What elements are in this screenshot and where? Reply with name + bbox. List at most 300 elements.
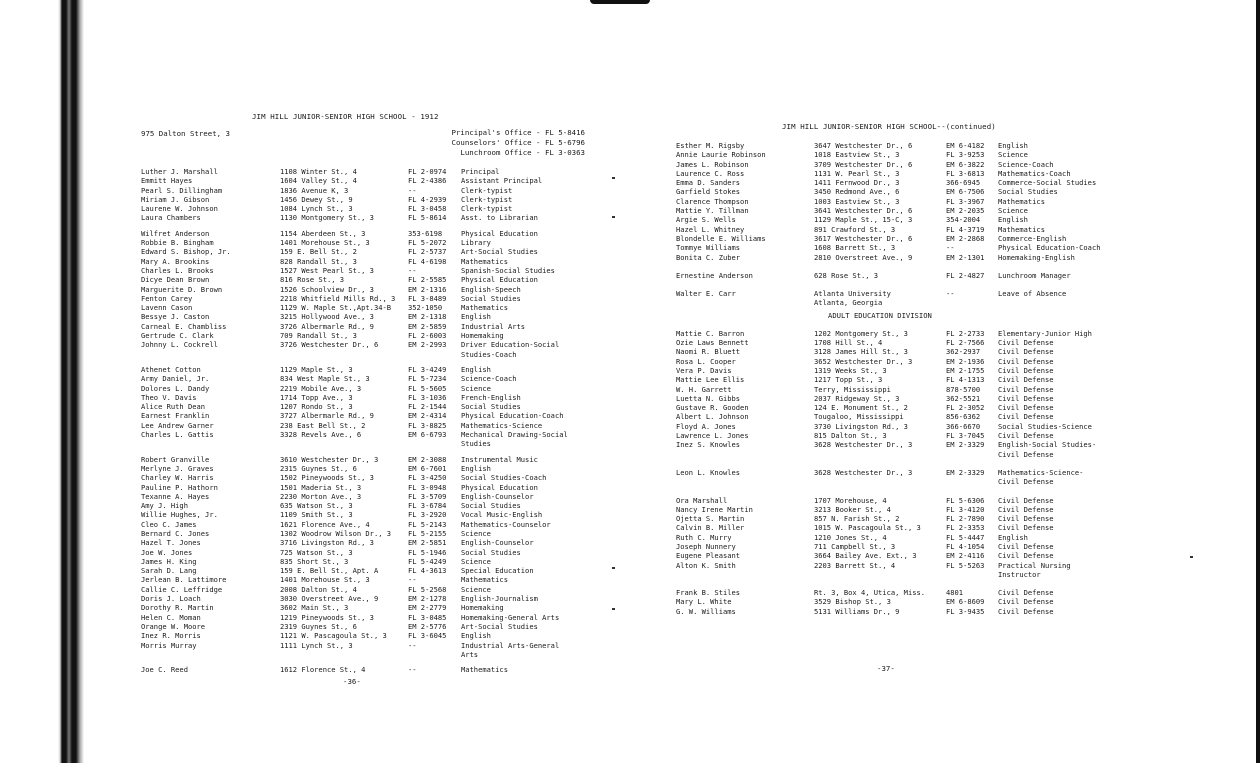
- staff-name: Clarence Thompson: [676, 196, 749, 206]
- subject: Practical Nursing: [998, 560, 1071, 570]
- subject: Civil Defense: [998, 523, 1054, 533]
- staff-name: Lavenn Cason: [141, 303, 193, 313]
- phone: FL 4-2939: [408, 194, 447, 204]
- staff-name: Charles L. Gattis: [141, 430, 214, 440]
- staff-address: 1003 Eastview St., 3: [814, 196, 900, 206]
- subject: Civil Defense: [998, 597, 1054, 607]
- phone: FL 5-4447: [946, 532, 985, 542]
- phone: EM 2-1936: [946, 356, 985, 366]
- subject: Civil Defense: [998, 541, 1054, 551]
- phone: EM 2-4314: [408, 411, 447, 421]
- staff-name: Laura Chambers: [141, 213, 201, 223]
- staff-row: [141, 455, 601, 464]
- subject: Mechanical Drawing-Social: [461, 430, 568, 440]
- staff-name: Jerlean B. Lattimore: [141, 575, 227, 585]
- subject: [998, 298, 1138, 307]
- staff-name: Amy J. High: [141, 501, 188, 511]
- staff-row: [141, 350, 601, 359]
- phone: FL 4-3613: [408, 566, 447, 576]
- staff-row: [141, 402, 601, 411]
- staff-row: [676, 187, 1136, 196]
- scan-speck: [1190, 556, 1193, 558]
- phone: EM 2-2035: [946, 206, 985, 216]
- subject: Civil Defense: [998, 495, 1054, 505]
- staff-row: [676, 477, 1136, 486]
- staff-row: [141, 641, 601, 650]
- phone: FL 4-3719: [946, 224, 985, 234]
- staff-address: 1129 Maple St., 15-C, 3: [814, 215, 913, 225]
- staff-row: [676, 338, 1136, 347]
- staff-name: Marguerite D. Brown: [141, 284, 223, 294]
- group-spacer: [676, 459, 1136, 468]
- phone: [408, 350, 461, 359]
- subject: Mathematics-Counselor: [461, 519, 551, 529]
- phone: 4801: [946, 588, 964, 598]
- subject: Social Studies: [461, 501, 521, 511]
- staff-name: Naomi R. Bluett: [676, 347, 741, 357]
- staff-address: 3030 Overstreet Ave., 9: [280, 594, 379, 604]
- staff-row: [141, 176, 601, 185]
- staff-row: [141, 275, 601, 284]
- staff-address: 1612 Florence St., 4: [280, 665, 366, 675]
- staff-address: [280, 650, 408, 659]
- staff-row: [676, 514, 1136, 523]
- subject: Civil Defense: [998, 431, 1054, 441]
- staff-address: 1456 Dewey St., 9: [280, 194, 353, 204]
- staff-row: [676, 329, 1136, 338]
- staff-name: Lee Andrew Garner: [141, 420, 214, 430]
- subject: Civil Defense: [998, 588, 1054, 598]
- subject: Mathematics: [998, 224, 1045, 234]
- counselors-office-line: Counselors' Office - FL 5-6796: [451, 138, 585, 147]
- phone: 878-5700: [946, 384, 981, 394]
- scan-speck: [612, 567, 615, 569]
- staff-address: 891 Crawford St., 3: [814, 224, 896, 234]
- staff-name: [676, 298, 814, 307]
- staff-row: [676, 225, 1136, 234]
- subject: Asst. to Librarian: [461, 213, 538, 223]
- staff-address: [814, 570, 946, 579]
- phone: FL 2-2733: [946, 328, 985, 338]
- staff-address: 1129 Maple St., 3: [280, 364, 353, 374]
- binding-shadow-left: [0, 0, 84, 763]
- staff-name: Joe W. Jones: [141, 547, 193, 557]
- staff-address: 3213 Booker St., 4: [814, 504, 891, 514]
- staff-row: [676, 150, 1136, 159]
- staff-address: 1111 Lynch St., 3: [280, 640, 353, 650]
- page-title: JIM HILL JUNIOR-SENIOR HIGH SCHOOL - 1912: [252, 112, 439, 121]
- phone: FL 2-7566: [946, 338, 985, 348]
- staff-address: 124 E. Monument St., 2: [814, 403, 908, 413]
- staff-row: [141, 492, 601, 501]
- group-spacer: [676, 579, 1136, 588]
- staff-row: [141, 340, 601, 349]
- subject: English-Social Studies-: [998, 440, 1097, 450]
- staff-address: 3215 Hollywood Ave., 3: [280, 312, 374, 322]
- phone: FL 3-8489: [408, 293, 447, 303]
- staff-name: Morris Murray: [141, 640, 197, 650]
- phone: FL 2-3052: [946, 403, 985, 413]
- phone: 352-1050: [408, 303, 443, 313]
- phone: FL 2-1544: [408, 402, 447, 412]
- subject: Industrial Arts: [461, 321, 526, 331]
- staff-name: Ozie Laws Bennett: [676, 338, 749, 348]
- staff-address: 3529 Bishop St., 3: [814, 597, 891, 607]
- staff-row: [141, 510, 601, 519]
- phone: EM 2-2868: [946, 233, 985, 243]
- staff-address: 1401 Morehouse St., 3: [280, 238, 370, 248]
- staff-name: Alton K. Smith: [676, 560, 736, 570]
- subject: Assistant Principal: [461, 176, 543, 186]
- subject: Studies: [461, 439, 491, 449]
- staff-row: [141, 195, 601, 204]
- phone: FL 2-3353: [946, 523, 985, 533]
- staff-name: Doris J. Loach: [141, 594, 201, 604]
- phone: EM 6-6793: [408, 430, 447, 440]
- phone: FL 5-5263: [946, 560, 985, 570]
- staff-row: [141, 520, 601, 529]
- phone: FL 2-7890: [946, 514, 985, 524]
- phone: EM 2-5851: [408, 538, 447, 548]
- staff-name: Theo V. Davis: [141, 392, 197, 402]
- staff-name: Orange W. Moore: [141, 621, 206, 631]
- staff-address: Tougaloo, Mississippi: [814, 412, 904, 422]
- phone: EM 2-3329: [946, 467, 985, 477]
- phone: [946, 298, 998, 307]
- staff-row: [676, 505, 1136, 514]
- staff-address: [280, 350, 408, 359]
- staff-row: [141, 464, 601, 473]
- staff-row: [141, 285, 601, 294]
- staff-address: 2219 Mobile Ave., 3: [280, 383, 362, 393]
- staff-address: 628 Rose St., 3: [814, 270, 879, 280]
- subject: Physical Education: [461, 275, 538, 285]
- phone: 362-2937: [946, 347, 981, 357]
- staff-address: 834 West Maple St., 3: [280, 374, 370, 384]
- subject: Instructor: [998, 569, 1041, 579]
- staff-name: [141, 650, 280, 659]
- staff-name: Mattie Lee Ellis: [676, 375, 745, 385]
- subject: Civil Defense: [998, 375, 1054, 385]
- staff-name: Inez S. Knowles: [676, 440, 741, 450]
- subject: English: [461, 463, 491, 473]
- staff-row: [676, 607, 1136, 616]
- phone: FL 3-0948: [408, 482, 447, 492]
- subject: Homemaking-General Arts: [461, 612, 560, 622]
- staff-address: 1714 Topp Ave., 3: [280, 392, 353, 402]
- staff-name: Fenton Carey: [141, 293, 193, 303]
- subject: Art-Social Studies: [461, 621, 538, 631]
- staff-row: [676, 542, 1136, 551]
- phone: FL 5-7234: [408, 374, 447, 384]
- staff-row: [141, 257, 601, 266]
- staff-name: Argie S. Wells: [676, 215, 736, 225]
- phone: FL 5-2568: [408, 584, 447, 594]
- staff-row: [141, 167, 601, 176]
- staff-row: [141, 566, 601, 575]
- staff-address: 3726 Albermarle Rd., 9: [280, 321, 374, 331]
- phone: --: [946, 243, 955, 253]
- subject: English-Journalism: [461, 594, 538, 604]
- staff-address: 1084 Lynch St., 3: [280, 204, 353, 214]
- staff-row: [676, 160, 1136, 169]
- staff-name: Emma D. Sanders: [676, 178, 741, 188]
- staff-row: [676, 431, 1136, 440]
- staff-address: 1526 Schoolview Dr., 3: [280, 284, 374, 294]
- staff-row: [676, 551, 1136, 560]
- staff-name: Miriam J. Gibson: [141, 194, 210, 204]
- phone: FL 3-9435: [946, 606, 985, 616]
- phone: FL 3-0485: [408, 612, 447, 622]
- staff-address: 2810 Overstreet Ave., 9: [814, 252, 913, 262]
- staff-address: 2319 Guynes St., 6: [280, 621, 357, 631]
- subject: English-Counselor: [461, 538, 534, 548]
- phone: FL 3-4249: [408, 364, 447, 374]
- phone: EM 2-2779: [408, 603, 447, 613]
- staff-name: Laurene W. Johnson: [141, 204, 218, 214]
- staff-row: [676, 298, 1136, 307]
- staff-name: Willie Hughes, Jr.: [141, 510, 218, 520]
- subject: Civil Defense: [998, 477, 1054, 487]
- subject: Science-Coach: [461, 374, 517, 384]
- staff-row: [676, 394, 1136, 403]
- phone: --: [408, 185, 417, 195]
- phone: FL 3-7045: [946, 431, 985, 441]
- staff-address: 3628 Westchester Dr., 3: [814, 467, 913, 477]
- staff-name: Texanne A. Hayes: [141, 491, 210, 501]
- staff-name: James H. King: [141, 556, 197, 566]
- phone: FL 2-4827: [946, 270, 985, 280]
- staff-row: [141, 529, 601, 538]
- staff-name: Luther J. Marshall: [141, 167, 218, 176]
- staff-row: [141, 365, 601, 374]
- staff-name: Merlyne J. Graves: [141, 463, 214, 473]
- phone: EM 2-1318: [408, 312, 447, 322]
- staff-address: 5131 Williams Dr., 9: [814, 606, 900, 616]
- scan-smudge: [590, 0, 650, 4]
- staff-address: 3628 Westchester Dr., 3: [814, 440, 913, 450]
- lunchroom-office-line: Lunchroom Office - FL 3-0363: [460, 148, 585, 157]
- staff-row: [141, 229, 601, 238]
- staff-row: [676, 570, 1136, 579]
- staff-address: 1621 Florence Ave., 4: [280, 519, 370, 529]
- subject: Science: [461, 383, 491, 393]
- staff-row: [141, 384, 601, 393]
- subject: Homemaking: [461, 331, 504, 341]
- staff-row: [676, 385, 1136, 394]
- phone: EM 2-5859: [408, 321, 447, 331]
- scan-speck: [612, 216, 615, 218]
- staff-row: [141, 548, 601, 557]
- subject: English: [998, 215, 1028, 225]
- staff-address: 3450 Redmond Ave., 6: [814, 187, 900, 197]
- office-phones: [452, 128, 586, 158]
- subject: Mathematics: [461, 665, 508, 675]
- staff-row: [141, 483, 601, 492]
- staff-name: Mary L. White: [676, 597, 732, 607]
- staff-name: Robert Granville: [141, 454, 210, 464]
- staff-row: [676, 533, 1136, 542]
- staff-address: 1131 W. Pearl St., 3: [814, 168, 900, 178]
- staff-name: Ora Marshall: [676, 495, 728, 505]
- staff-row: [141, 603, 601, 612]
- phone: FL 5-5605: [408, 383, 447, 393]
- staff-address: 711 Campbell St., 3: [814, 541, 896, 551]
- staff-row: [676, 496, 1136, 505]
- staff-address: 635 Watson St., 3: [280, 501, 353, 511]
- phone: FL 3-6813: [946, 168, 985, 178]
- staff-name: Ojetta S. Martin: [676, 514, 745, 524]
- phone: FL 2-5585: [408, 275, 447, 285]
- staff-row: [141, 575, 601, 584]
- phone: FL 3-6045: [408, 631, 447, 641]
- staff-name: Bernard C. Jones: [141, 528, 210, 538]
- staff-name: [141, 350, 280, 359]
- staff-row: [141, 213, 601, 222]
- staff-name: Earnest Franklin: [141, 411, 210, 421]
- staff-row: [141, 247, 601, 256]
- staff-address: 709 Randall St., 3: [280, 331, 357, 341]
- subject: Clerk-typist: [461, 185, 513, 195]
- phone: --: [408, 665, 417, 675]
- staff-address: 159 E. Bell St., Apt. A: [280, 566, 379, 576]
- staff-row: [141, 557, 601, 566]
- subject: Social Studies-Science: [998, 421, 1092, 431]
- staff-address: 816 Rose St., 3: [280, 275, 345, 285]
- staff-row: [141, 312, 601, 321]
- staff-row: [141, 421, 601, 430]
- staff-address: 2037 Ridgeway St., 3: [814, 393, 900, 403]
- staff-name: Carneal E. Chambliss: [141, 321, 227, 331]
- subject: Civil Defense: [998, 384, 1054, 394]
- staff-name: Joe C. Reed: [141, 665, 188, 675]
- staff-row: [676, 243, 1136, 252]
- staff-name: Army Daniel, Jr.: [141, 374, 210, 384]
- staff-address: Rt. 3, Box 4, Utica, Miss.: [814, 588, 926, 598]
- staff-name: Bessye J. Caston: [141, 312, 210, 322]
- staff-address: 1121 W. Pascagoula St., 3: [280, 631, 387, 641]
- staff-name: Hazel T. Jones: [141, 538, 201, 548]
- subject: Science: [998, 150, 1028, 160]
- staff-name: Garfield Stokes: [676, 187, 741, 197]
- phone: FL 3-4120: [946, 504, 985, 514]
- phone: --: [408, 265, 417, 275]
- staff-row: [676, 347, 1136, 356]
- staff-address: [280, 439, 408, 448]
- staff-name: Mary A. Brookins: [141, 256, 210, 266]
- phone: EM 6-4182: [946, 141, 985, 150]
- staff-address: 3730 Livingston Rd., 3: [814, 421, 908, 431]
- staff-address: 3328 Revels Ave., 6: [280, 430, 362, 440]
- staff-name: Inez R. Morris: [141, 631, 201, 641]
- staff-name: Gustave R. Gooden: [676, 403, 749, 413]
- phone: EM 2-1278: [408, 594, 447, 604]
- staff-address: 1302 Woodrow Wilson Dr., 3: [280, 528, 392, 538]
- staff-name: Helen C. Moman: [141, 612, 201, 622]
- phone: FL 3-3967: [946, 196, 985, 206]
- subject: Special Education: [461, 566, 534, 576]
- subject: Civil Defense: [998, 403, 1054, 413]
- subject: Physical Education-Coach: [461, 411, 564, 421]
- subject: Studies-Coach: [461, 349, 517, 359]
- staff-row: [141, 613, 601, 622]
- staff-address: 2315 Guynes St., 6: [280, 463, 357, 473]
- staff-name: Joseph Nunnery: [676, 541, 736, 551]
- subject: French-English: [461, 392, 521, 402]
- subject: Elementary-Junior High: [998, 328, 1092, 338]
- staff-address: 1207 Rondo St., 3: [280, 402, 353, 412]
- subject: Science: [461, 584, 491, 594]
- principal-office-line: Principal's Office - FL 5-8416: [451, 128, 585, 137]
- staff-row: [676, 253, 1136, 262]
- staff-row: [676, 234, 1136, 243]
- subject: Homemaking-English: [998, 252, 1075, 262]
- staff-name: Bonita C. Zuber: [676, 252, 741, 262]
- scan-speck: [612, 177, 615, 179]
- subject: Leave of Absence: [998, 289, 1067, 299]
- staff-address: 1154 Aberdeen St., 3: [280, 228, 366, 238]
- subject: English-Speech: [461, 284, 521, 294]
- page-title: JIM HILL JUNIOR-SENIOR HIGH SCHOOL--(continued): [782, 122, 996, 131]
- staff-row: [141, 238, 601, 247]
- phone: FL 3-8825: [408, 420, 447, 430]
- staff-address: 2008 Dalton St., 4: [280, 584, 357, 594]
- staff-name: Annie Laurie Robinson: [676, 150, 766, 160]
- phone: --: [408, 640, 417, 650]
- phone: EM 6-7506: [946, 187, 985, 197]
- staff-name: Lawrence L. Jones: [676, 431, 749, 441]
- subject: Civil Defense: [998, 338, 1054, 348]
- page-number: -37-: [877, 664, 895, 673]
- subject: Physical Education: [461, 482, 538, 492]
- staff-name: Ruth C. Murry: [676, 532, 732, 542]
- phone: FL 5-2072: [408, 238, 447, 248]
- staff-row: [141, 322, 601, 331]
- staff-row: [141, 585, 601, 594]
- subject: Social Studies: [461, 293, 521, 303]
- subject: Physical Education: [461, 228, 538, 238]
- adult-education-heading: ADULT EDUCATION DIVISION: [828, 310, 932, 320]
- group-spacer: [676, 262, 1136, 271]
- phone: EM 2-1755: [946, 365, 985, 375]
- staff-address: 1411 Fernwood Dr., 3: [814, 178, 900, 188]
- staff-row: [141, 631, 601, 640]
- staff-address: 3652 Westchester Dr., 3: [814, 356, 913, 366]
- staff-row: [676, 375, 1136, 384]
- staff-row: [676, 588, 1136, 597]
- subject: Mathematics-Science-: [998, 467, 1084, 477]
- staff-row: [676, 422, 1136, 431]
- staff-name: [676, 477, 814, 486]
- staff-address: 725 Watson St., 3: [280, 547, 353, 557]
- phone: EM 6-7601: [408, 463, 447, 473]
- phone: 362-5521: [946, 393, 981, 403]
- staff-name: Dicye Dean Brown: [141, 275, 210, 285]
- phone: FL 3-2920: [408, 510, 447, 520]
- subject: Civil Defense: [998, 393, 1054, 403]
- staff-address: 1015 W. Pascagoula St., 3: [814, 523, 921, 533]
- phone: EM 2-3329: [946, 440, 985, 450]
- staff-row: [676, 450, 1136, 459]
- phone: EM 6-8609: [946, 597, 985, 607]
- subject: Social Studies: [461, 547, 521, 557]
- staff-address: 3727 Albermarle Rd., 9: [280, 411, 374, 421]
- staff-row: [676, 169, 1136, 178]
- staff-name: Floyd A. Jones: [676, 421, 736, 431]
- staff-row: [676, 178, 1136, 187]
- staff-row: [141, 303, 601, 312]
- subject: English: [461, 364, 491, 374]
